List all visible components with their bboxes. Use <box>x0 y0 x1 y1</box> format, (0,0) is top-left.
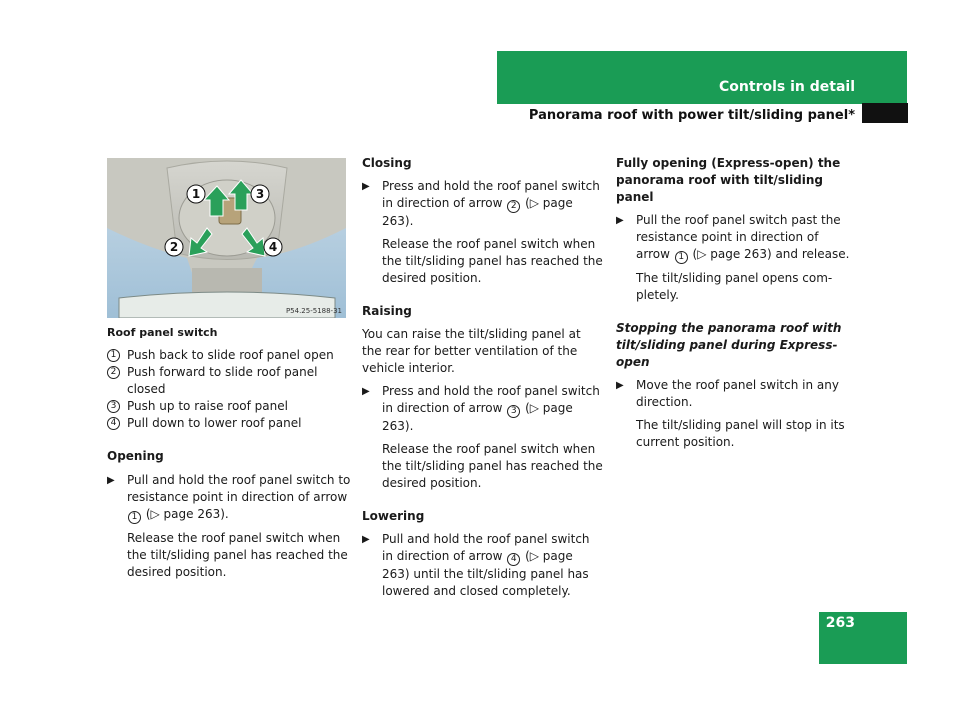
legend-item <box>107 398 352 415</box>
bullet-icon: ▶ <box>616 380 624 391</box>
lowering-step-ref: (▷ page 263) until the tilt/sliding panel has lowered and closed completely. <box>382 549 589 598</box>
header-bar <box>497 51 907 104</box>
lowering-step-text: Pull and hold the roof panel switch in direction of arrow <box>382 532 590 563</box>
stopping-heading: Stopping the panorama roof with tilt/sliding panel during Express-open <box>616 321 842 369</box>
closing-heading: Closing <box>362 156 412 170</box>
opening-step <box>107 472 352 524</box>
figure-code: P54.25-5188-31 <box>285 307 342 315</box>
lowering-heading: Lowering <box>362 509 425 523</box>
arrow-ref: 1 <box>675 251 688 264</box>
stopping-step-text: Move the roof panel switch in any direction. <box>636 378 839 409</box>
stopping-note: The tilt/sliding panel will stop in its current position. <box>636 418 845 449</box>
subsection-title: Panorama roof with power tilt/sliding panel* <box>528 108 855 123</box>
legend-num-2: 2 <box>107 366 120 379</box>
legend-item <box>107 347 352 364</box>
opening-heading: Opening <box>107 449 164 463</box>
raising-step-ref: (▷ page 263). <box>382 401 573 433</box>
opening-step-text: Pull and hold the roof panel switch to resistance point in direction of arrow <box>127 473 351 504</box>
arrow-ref: 3 <box>507 405 520 418</box>
legend-num-1: 1 <box>107 349 120 362</box>
figure-caption: Roof panel switch <box>107 326 218 339</box>
arrow-ref: 4 <box>507 553 520 566</box>
callout-1: 1 <box>191 187 201 201</box>
legend-item <box>107 364 352 398</box>
callout-4: 4 <box>268 240 278 254</box>
bullet-icon: ▶ <box>616 215 624 226</box>
bullet-icon: ▶ <box>362 386 370 397</box>
column-1 <box>107 347 352 581</box>
legend-text-3: Push up to raise roof panel <box>127 399 288 413</box>
legend-text-1: Push back to slide roof panel open <box>127 348 334 362</box>
raising-heading: Raising <box>362 304 412 318</box>
express-open-note: The tilt/sliding panel opens com-pletely. <box>636 271 833 302</box>
bullet-icon: ▶ <box>362 534 370 545</box>
express-open-heading: Fully opening (Express-open) the panorama roof with tilt/sliding panel <box>616 156 841 204</box>
raising-step-text: Press and hold the roof panel switch in direction of arrow <box>382 384 600 415</box>
express-open-step-text: Pull the roof panel switch past the resistance point in direction of arrow <box>636 213 841 261</box>
callout-3: 3 <box>255 187 265 201</box>
lowering-step <box>362 531 604 600</box>
bullet-icon: ▶ <box>107 475 115 486</box>
arrow-ref: 1 <box>128 511 141 524</box>
opening-step-ref: (▷ page 263). <box>142 507 229 521</box>
bullet-icon: ▶ <box>362 181 370 192</box>
header-marker <box>862 103 908 123</box>
closing-step-ref: (▷ page 263). <box>382 196 573 228</box>
roof-switch-figure <box>107 158 346 318</box>
page-number: 263 <box>825 615 855 631</box>
raising-step <box>362 383 604 435</box>
section-title: Controls in detail <box>719 79 855 95</box>
closing-note: Release the roof panel switch when the tilt/sliding panel has reached the desired position. <box>382 237 603 285</box>
opening-note: Release the roof panel switch when the tilt/sliding panel has reached the desired position. <box>127 531 348 579</box>
raising-intro: You can raise the tilt/sliding panel at the rear for better ventilation of the vehicle interior. <box>362 327 581 375</box>
raising-note: Release the roof panel switch when the tilt/sliding panel has reached the desired position. <box>382 442 603 490</box>
legend-item <box>107 415 352 432</box>
express-open-step <box>616 212 856 264</box>
arrow-ref: 2 <box>507 200 520 213</box>
express-open-step-ref: (▷ page 263) and release. <box>688 247 850 261</box>
closing-step-text: Press and hold the roof panel switch in direction of arrow <box>382 179 600 210</box>
legend-text-2: Push forward to slide roof panel closed <box>127 365 318 396</box>
callout-2: 2 <box>169 240 179 254</box>
roof-switch-illustration <box>107 158 346 318</box>
closing-step <box>362 178 604 230</box>
stopping-step <box>616 377 856 411</box>
column-2 <box>362 155 604 600</box>
column-3 <box>616 155 856 451</box>
legend-num-3: 3 <box>107 400 120 413</box>
legend-num-4: 4 <box>107 417 120 430</box>
legend-text-4: Pull down to lower roof panel <box>127 416 302 430</box>
